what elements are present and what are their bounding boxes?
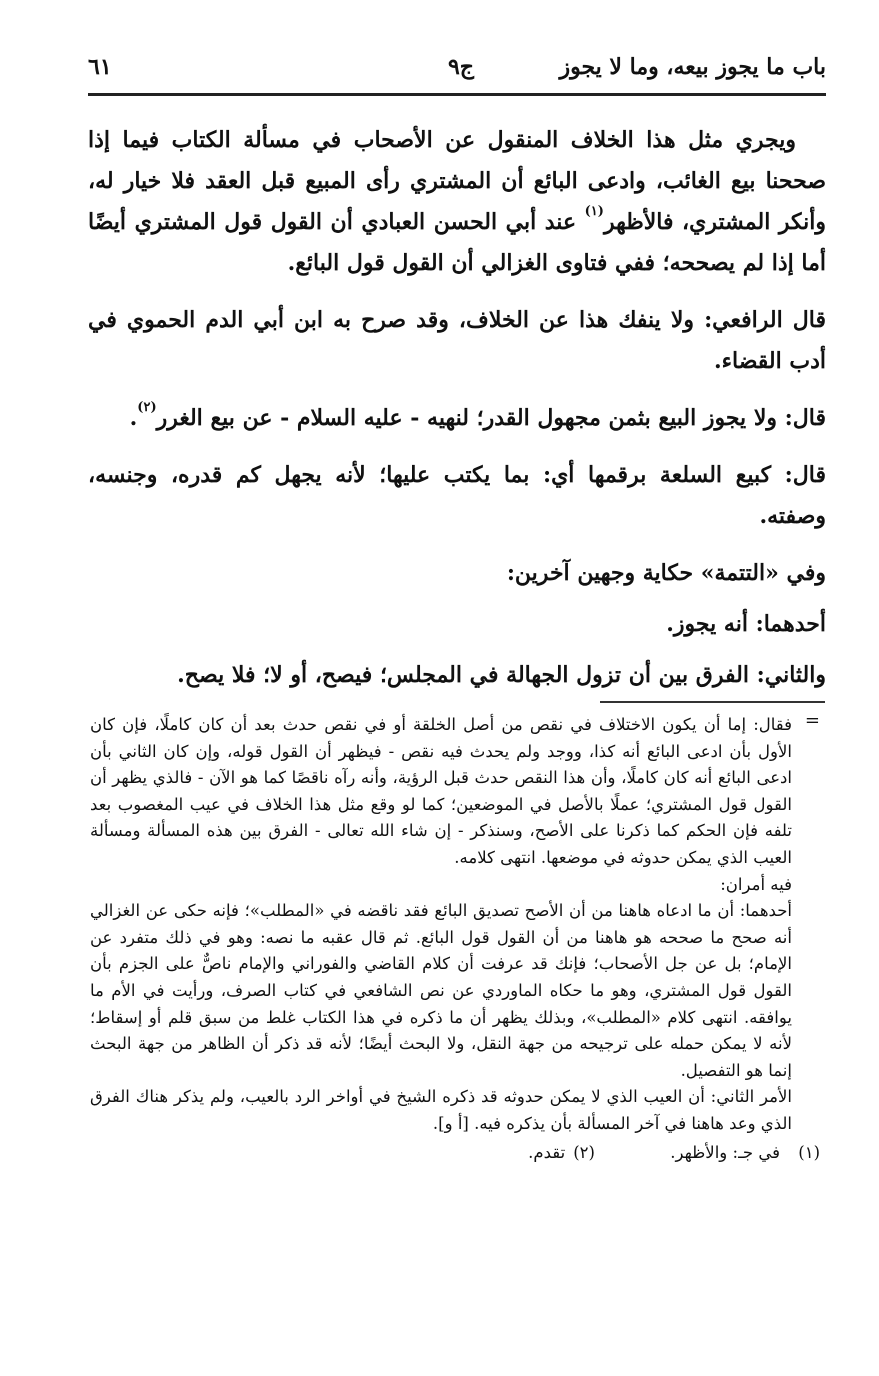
footnote-1-text: في جـ: والأظهر. [670, 1142, 780, 1162]
continuation-marker: = [804, 710, 820, 731]
footnote-continuation [90, 712, 820, 1138]
paragraph-3-b: . [129, 405, 138, 431]
footnote-2 [528, 1140, 595, 1167]
main-text [88, 120, 826, 706]
footnote-continuation-text: فقال: إما أن يكون الاختلاف في نقص من أصل الخلقة أو في نقص حدث بعد أن كان كاملًا، فإن كان الأول بأن ادعى البائع أنه كذا، ووجد ولم يحدث فيه نقص - فيظهر أن القول قوله، وإن كان الثاني بأن ادعى البائع أنه كان كاملًا، وأن هذا النقص حدث قبل الرؤية، وأنه رآه ناقصًا كما هو الآن - فالذي يظهر أن القول قول المشتري؛ عملًا بالأصل في الموضعين؛ كما لو وقع مثل هذا الخلاف في عيب المغصوب بعد تلفه فإن الحكم كما ذكرنا على الأصح، وسنذكر - إن شاء الله تعالى - الفرق بين هذه المسألة ومسألة العيب الذي يمكن حدوثه في موضعها. انتهى كلامه. [90, 715, 792, 867]
paragraph-6: أحدهما: أنه يجوز. [666, 611, 826, 637]
footnote-second-point: الأمر الثاني: أن العيب الذي لا يمكن حدوثه قد ذكره الشيخ في أواخر الرد بالعيب، ولم يذكر هناك الفرق الذي وعد هاهنا في آخر المسألة بأن يذكره فيه. [أ و]. [90, 1087, 792, 1133]
paragraph-5: وفي «التتمة» حكاية وجهين آخرين: [506, 560, 826, 586]
paragraph-1-b: عند أبي الحسن العبادي أن القول قول المشتري أيضًا أما إذا لم يصححه؛ ففي فتاوى الغزالي أن القول قول البائع. [88, 209, 826, 276]
header-rule [88, 93, 826, 96]
footnote-separator [600, 701, 825, 703]
footnote-1-number: (١) [798, 1142, 820, 1162]
chapter-title: باب ما يجوز بيعه، وما لا يجوز [559, 54, 826, 80]
footnote-2-number: (٢) [573, 1142, 595, 1162]
footnote-notes-row [90, 1140, 820, 1167]
paragraph-7: والثاني: الفرق بين أن تزول الجهالة في المجلس؛ فيصح، أو لا؛ فلا يصح. [177, 662, 826, 688]
volume-label: ج٩ [447, 54, 474, 80]
running-header [88, 52, 826, 90]
paragraph-2: قال الرافعي: ولا ينفك هذا عن الخلاف، وقد صرح به ابن أبي الدم الحموي في أدب القضاء. [88, 307, 826, 374]
paragraph-1 [88, 120, 826, 284]
footnote-ref-2[interactable]: (٢) [137, 400, 157, 415]
page-number: ٦١ [88, 54, 112, 80]
paragraph-3-a: قال: ولا يجوز البيع بثمن مجهول القدر؛ لنهيه - عليه السلام - عن بيع الغرر [156, 405, 826, 431]
paragraph-1-a: ويجري مثل هذا الخلاف المنقول عن الأصحاب في مسألة الكتاب فيما إذا صححنا بيع الغائب، وادعى البائع أن المشتري رأى المبيع قبل العقد فلا خيار له، وأنكر المشتري، فالأظهر [88, 127, 827, 235]
footnote-2-text: تقدم. [528, 1142, 566, 1162]
footnotes [90, 712, 820, 1166]
footnote-amran: فيه أمران: [720, 874, 792, 894]
footnote-first-point: أحدهما: أن ما ادعاه هاهنا من أن الأصح تصديق البائع فقد ناقضه في «المطلب»؛ فإنه حكى عن الغزالي أنه صحح ما صححه هو هاهنا من أن القول قول البائع. ثم قال عقبه ما نصه: وهو في ذلك متفرد عن الإمام؛ بل عن جل الأصحاب؛ فإنك قد عرفت أن كلام القاضي والفوراني والإمام ناصٌّ على الجزم بأن القول قول المشتري، وهو ما حكاه الماوردي عن نص الشافعي في كتاب الصرف، ورأيت في الأم ما يوافقه. انتهى كلام «المطلب»، وبذلك يظهر أن ما ذكره في هذا الكتاب غلط من سبق قلم أو إسقاط؛ لأنه لا يمكن حمله على ترجيحه من جهة النقل، ولا البحث أيضًا؛ لأنه قد ذكر أن الظاهر من جهة البحث إنما هو التفصيل. [90, 901, 792, 1080]
footnote-ref-1[interactable]: (١) [584, 204, 604, 219]
paragraph-4: قال: كبيع السلعة برقمها أي: بما يكتب عليها؛ لأنه يجهل كم قدره، وجنسه، وصفته. [88, 462, 826, 529]
paragraph-3 [88, 398, 826, 439]
